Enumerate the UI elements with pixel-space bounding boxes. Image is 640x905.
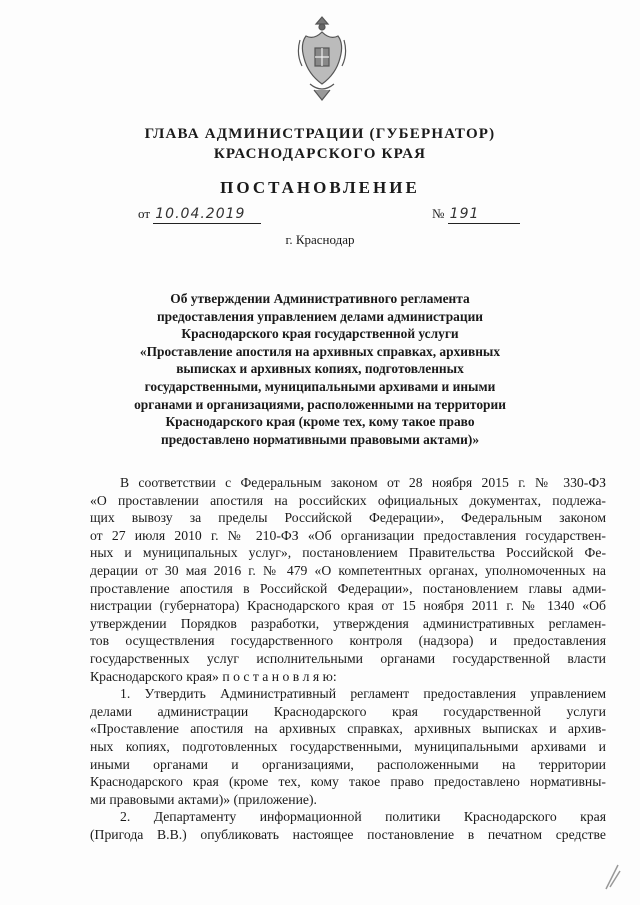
title-line: «Проставление апостиля на архивных справках, архивных [139, 343, 501, 359]
body-line: Краснодарского края (кроме тех, кому такое право предоставлено нормативны- [90, 774, 606, 790]
body-line: «Проставление апостиля на архивных справках, архивных выписках и архив- [90, 721, 606, 737]
resolution-title [80, 290, 560, 448]
body-line: ных и муниципальных услуг», постановлением Правительства Российской Фе- [90, 545, 606, 561]
date-field [138, 206, 261, 224]
title-line: Краснодарского края государственной услуги [181, 326, 459, 342]
date-value: 10.04.2019 [153, 206, 261, 224]
title-line: предоставлено нормативными правовыми актами)» [160, 431, 480, 447]
document-type: ПОСТАНОВЛЕНИЕ [220, 178, 420, 197]
body-line: делами администрации Краснодарского края государственной услуги [90, 703, 606, 719]
body-line: ми правовыми актами)» (приложение). [90, 791, 317, 807]
body-line: «О проставлении апостиля на российских официальных документах, подлежа- [90, 492, 606, 508]
scan-mark-icon [602, 861, 622, 891]
number-field [432, 206, 520, 224]
body-line: дерации от 30 мая 2016 г. № 479 «О компетентных органах, уполномоченных на [90, 562, 606, 578]
resolution-body [90, 474, 606, 843]
body-line: государственных услуг исполнительными органами государственной власти [90, 650, 606, 666]
number-value: 191 [448, 206, 520, 224]
body-line: Краснодарского края» п о с т а н о в л я ю: [90, 668, 337, 684]
body-line: тов осуществления государственного контроля (надзора) и предоставления [90, 633, 606, 649]
coat-of-arms-icon [296, 14, 348, 102]
body-line: 2. Департаменту информационной политики Краснодарского края [120, 809, 606, 825]
title-line: предоставления управлением делами администрации [156, 308, 484, 324]
body-line: проставление апостиля в Российской Федерации», постановлением главы адми- [90, 580, 606, 596]
title-line: органами и организациями, расположенными на территории [134, 396, 506, 412]
number-prefix: № [432, 206, 445, 221]
title-line: выписках и архивных копиях, подготовленных [176, 361, 464, 377]
body-line: утверждении Порядков разработки, утверждения административных регламен- [90, 615, 606, 631]
body-line: щих вывозу за пределы Российской Федерации», Федеральным законом [90, 510, 606, 526]
body-line: 1. Утвердить Административный регламент предоставления управлением [120, 686, 606, 702]
body-line: от 27 июля 2010 г. № 210-ФЗ «Об организации предоставления государствен- [90, 527, 606, 543]
authority-title-line1: ГЛАВА АДМИНИСТРАЦИИ (ГУБЕРНАТОР) [144, 126, 496, 142]
authority-title-line2: КРАСНОДАРСКОГО КРАЯ [213, 146, 427, 162]
body-line: В соответствии с Федеральным законом от 28 ноября 2015 г. № 330-ФЗ [120, 475, 606, 490]
date-prefix: от [138, 206, 151, 221]
body-line: иными органами и организациями, расположенными на территории [90, 756, 606, 772]
body-line: ных копиях, подготовленных государственными, муниципальными архивами и [90, 738, 606, 754]
body-line: (Пригода В.В.) опубликовать настоящее постановление в печатном средстве [90, 826, 606, 842]
title-line: Краснодарского края (кроме тех, кому такое право [165, 414, 475, 430]
title-line: Об утверждении Административного регламента [170, 291, 470, 306]
body-line: нистрации (губернатора) Краснодарского края от 15 ноября 2011 г. № 1340 «Об [90, 598, 606, 614]
city-label: г. Краснодар [285, 232, 355, 247]
title-line: государственными, муниципальными архивами и иными [144, 378, 496, 394]
